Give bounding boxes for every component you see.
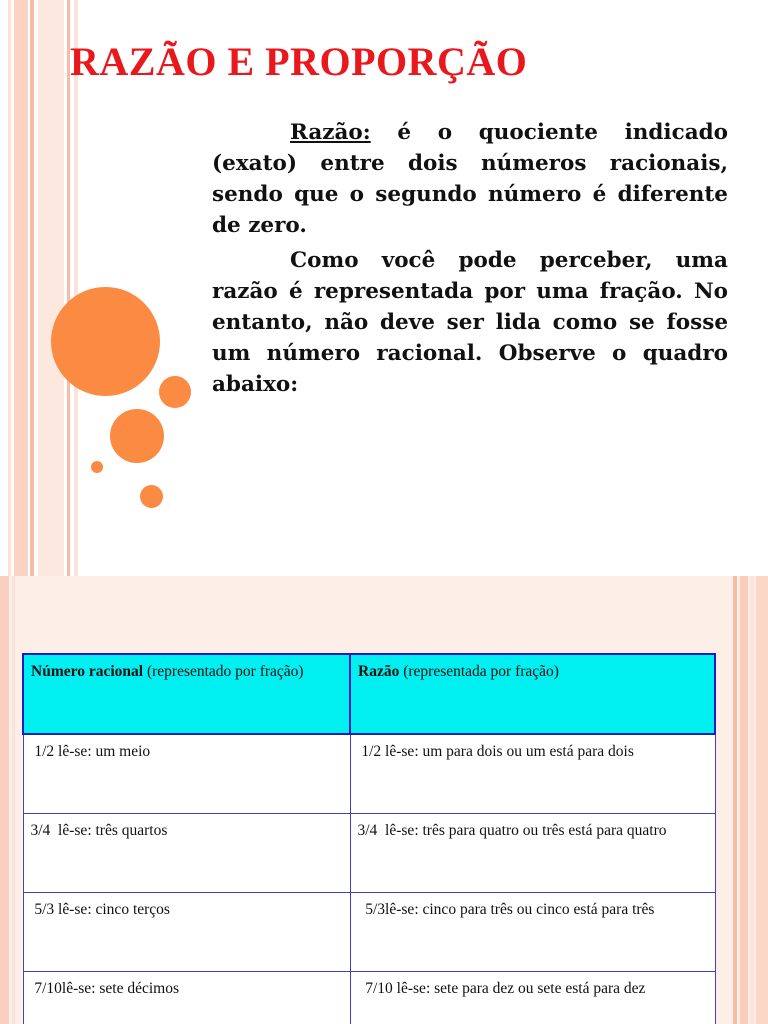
- table-row: [23, 972, 715, 1024]
- decorative-stripe: [67, 0, 70, 576]
- decorative-stripe: [38, 0, 64, 576]
- table-cell: 7/10lê-se: sete décimos: [23, 972, 350, 1024]
- table-cell: 1/2 lê-se: um meio: [23, 734, 350, 814]
- table-cell: 5/3 lê-se: cinco terços: [23, 893, 350, 972]
- explanation-paragraph: Como você pode perceber, uma razão é representada por uma fração. No entanto, não deve ser lida como se fosse um número racional. Observe o quadro abaixo:: [212, 248, 728, 397]
- definition-text: é o quociente indicado (exato) entre dois números racionais, sendo que o segundo número é diferente de zero.: [212, 120, 728, 238]
- table-cell: 3/4 lê-se: três quartos: [23, 814, 350, 893]
- decorative-circle-small-2: [140, 485, 163, 508]
- decorative-stripe: [74, 0, 78, 576]
- decorative-stripe: [733, 576, 737, 1024]
- decorative-stripe: [740, 576, 748, 1024]
- decorative-stripe: [8, 0, 11, 576]
- table-cell: 5/3lê-se: cinco para três ou cinco está para três: [350, 893, 715, 972]
- table-row: [23, 814, 715, 893]
- decorative-circle-medium: [110, 409, 164, 463]
- decorative-stripe: [14, 0, 28, 576]
- decorative-stripe: [0, 576, 9, 1024]
- decorative-stripe: [30, 0, 34, 576]
- table-header-row: [23, 654, 715, 734]
- decorative-stripe: [12, 576, 15, 1024]
- definition-term: Razão:: [290, 120, 371, 145]
- decorative-stripe: [756, 576, 768, 1024]
- definition-paragraph: [212, 117, 728, 241]
- header-cell-razao: Razão (representada por fração): [350, 654, 715, 734]
- table-cell: 7/10 lê-se: sete para dez ou sete está para dez: [350, 972, 715, 1024]
- header-cell-numero-racional: Número racional (representado por fração): [23, 654, 350, 734]
- table-row: [23, 734, 715, 814]
- decorative-circle-tiny: [91, 461, 103, 473]
- decorative-stripe: [750, 576, 754, 1024]
- slide-body: [212, 117, 728, 404]
- slide-title: RAZÃO E PROPORÇÃO: [70, 39, 528, 84]
- ratio-table: [22, 653, 716, 1024]
- decorative-circle-small: [159, 376, 191, 408]
- decorative-circle-large: [51, 287, 160, 396]
- table-cell: 3/4 lê-se: três para quatro ou três está para quatro: [350, 814, 715, 893]
- slide-2: [0, 576, 768, 1024]
- table-row: [23, 893, 715, 972]
- table-cell: 1/2 lê-se: um para dois ou um está para dois: [350, 734, 715, 814]
